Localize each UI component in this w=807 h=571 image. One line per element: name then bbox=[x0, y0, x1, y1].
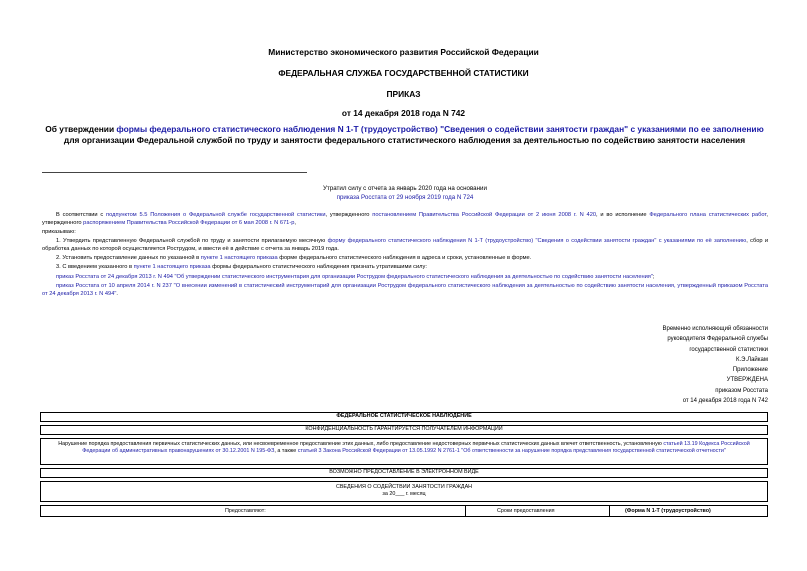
submitters-header: Предоставляют: bbox=[225, 508, 266, 514]
ministry-heading: Министерство экономического развития Российской Федерации bbox=[268, 47, 539, 57]
paragraph-repealed-237: приказ Росстата от 10 апреля 2014 г. N 237 "О внесении изменений в статистический инструментарий для организации Рострудом федерального статистического наблюдения за деятельностью по содействию занятости населения, утвержденный приказом Росстата от 24 декабря 2013 г. N 494". bbox=[42, 282, 768, 297]
paragraph-item-1: 1. Утвердить представленную Федеральной службой по труду и занятости прилагаемую месячную форму федерального статистического наблюдения N 1-Т (трудоустройство) "Сведения о содействии занятости граждан" с указаниями по её заполнению, сбор и обработка данных по которой осуществляется Рострудом, и ввести её в действие с отчета за январь 2019 года. bbox=[42, 238, 768, 252]
repealed-order-494-link[interactable]: приказ Росстата от 24 декабря 2013 г. N 494 "Об утверждении статистического инструментария для организации Рострудом федерального статистического наблюдения за деятельностью по содействию занятости населения" bbox=[56, 273, 653, 280]
basis-link-plan[interactable]: Федерального плана статистических работ bbox=[649, 212, 767, 218]
basis-link-resolution[interactable]: постановлением Правительства Российской Федерации от 2 июня 2008 г. N 420 bbox=[372, 212, 597, 218]
basis-link-regulation[interactable]: подпунктом 5.5 Положения о Федеральной службе государственной статистики bbox=[106, 212, 326, 218]
service-heading: ФЕДЕРАЛЬНАЯ СЛУЖБА ГОСУДАРСТВЕННОЙ СТАТИСТИКИ bbox=[278, 68, 529, 78]
paragraph-item-2: 2. Установить предоставление данных по указанной в пункте 1 настоящего приказа форме федерального статистического наблюдения в адреса и сроки, установленные в форме. bbox=[56, 255, 532, 262]
title-suffix: для организации Федеральной службой по труду и занятости федерального статистического наблюдения за деятельностью по содействию занятости населения bbox=[63, 135, 746, 145]
document-title bbox=[42, 124, 767, 146]
title-form-link[interactable]: формы федерального статистического наблюдения N 1-Т (трудоустройство) "Сведения о содействии занятости граждан" с указаниями по ее заполнению bbox=[116, 124, 764, 134]
deadlines-header: Сроки предоставления bbox=[497, 508, 555, 514]
item-1-form-link[interactable]: форму федерального статистического наблюдения N 1-Т (трудоустройство) "Сведения о содействии занятости граждан" с указаниями по её заполнению bbox=[327, 238, 747, 245]
title-prefix: Об утверждении bbox=[45, 124, 117, 134]
doc-type-heading: ПРИКАЗ bbox=[386, 89, 421, 99]
signature-block: Временно исполняющий обязанности руководителя Федеральной службы государственной статистики К.Э.Лайкам Приложение УТВЕРЖДЕНА приказом Росстата от 14 декабря 2018 года N 742 bbox=[560, 324, 768, 406]
form-title-box bbox=[40, 481, 768, 502]
liability-koap-link[interactable]: статьей 13.19 Кодекса Российской Федерации об административных правонарушениях от 30.12.2001 N 195-ФЗ bbox=[82, 441, 750, 455]
appendix-label: Приложение bbox=[732, 367, 768, 374]
liability-law-link[interactable]: статьей 3 Закона Российской Федерации от 13.05.1992 N 2761-1 "Об ответственности за нарушение порядка представления государственной статистической отчетности" bbox=[297, 448, 726, 455]
repeal-note-text: Утратил силу с отчета за январь 2020 года на основании bbox=[323, 185, 487, 192]
basis-link-order[interactable]: распоряжением Правительства Российской Федерации от 6 мая 2008 г. N 671-р bbox=[83, 219, 295, 226]
form-code-label: (Форма N 1-Т (трудоустройство) bbox=[625, 508, 711, 514]
doc-date-heading: от 14 декабря 2018 года N 742 bbox=[341, 108, 466, 118]
repealed-order-237-link[interactable]: приказ Росстата от 10 апреля 2014 г. N 237 "О внесении изменений в статистический инструментарий для организации Рострудом федерального статистического наблюдения за деятельностью по содействию занятости населения, утвержденный приказом Росстата от 24 декабря 2013 г. N 494" bbox=[42, 282, 768, 297]
form-period: за 20___ г. месяц bbox=[382, 491, 426, 498]
item-2-clause-link[interactable]: пункте 1 настоящего приказа bbox=[200, 255, 278, 262]
item-3-clause-link[interactable]: пункте 1 настоящего приказа bbox=[133, 264, 211, 271]
form-liability-warning: Нарушение порядка предоставления первичных статистических данных, или несвоевременное предоставление этих данных, либо предоставление недостоверных первичных статистических данных влечет ответственность, установленную статьей 13.19 Кодекса Российской Федерации об административных правонарушениях от 30.12.2001 N 195-ФЗ, а также статьей 3 Закона Российской Федерации от 13.05.1992 N 2761-1 "Об ответственности за нарушение порядка представления государственной статистической отчетности" bbox=[40, 438, 768, 465]
paragraph-repealed-494: приказ Росстата от 24 декабря 2013 г. N 494 "Об утверждении статистического инструментария для организации Рострудом федерального статистического наблюдения за деятельностью по содействию занятости населения"; bbox=[56, 273, 655, 280]
paragraph-item-3: 3. С введением указанного в пункте 1 настоящего приказа формы федерального статистического наблюдения признать утратившими силу: bbox=[56, 264, 427, 271]
repeal-order-link[interactable]: приказа Росстата от 29 ноября 2019 года N 724 bbox=[336, 193, 474, 201]
signatory-name: К.Э.Лайкам bbox=[736, 356, 768, 363]
paragraph-order-word: приказываю: bbox=[42, 228, 76, 235]
paragraph-basis: В соответствии с подпунктом 5.5 Положения о Федеральной службе государственной статистики, утвержденного постановлением Правительства Российской Федерации от 2 июня 2008 г. N 420, и во исполнение Федерального плана статистических работ, утвержденного распоряжением Правительства Российской Федерации от 6 мая 2008 г. N 671-р, bbox=[42, 212, 768, 226]
repeal-note bbox=[290, 185, 520, 202]
form-header-observation: ФЕДЕРАЛЬНОЕ СТАТИСТИЧЕСКОЕ НАБЛЮДЕНИЕ bbox=[40, 412, 768, 422]
form-submission-row bbox=[40, 505, 768, 517]
form-confidentiality: КОНФИДЕНЦИАЛЬНОСТЬ ГАРАНТИРУЕТСЯ ПОЛУЧАТЕЛЕМ ИНФОРМАЦИИ bbox=[40, 425, 768, 435]
form-electronic-note: ВОЗМОЖНО ПРЕДОСТАВЛЕНИЕ В ЭЛЕКТРОННОМ ВИДЕ bbox=[40, 468, 768, 478]
document-body bbox=[42, 212, 768, 300]
form-title: СВЕДЕНИЯ О СОДЕЙСТВИИ ЗАНЯТОСТИ ГРАЖДАН bbox=[335, 484, 473, 490]
approved-label: УТВЕРЖДЕНА bbox=[726, 377, 768, 384]
title-separator bbox=[42, 172, 307, 173]
